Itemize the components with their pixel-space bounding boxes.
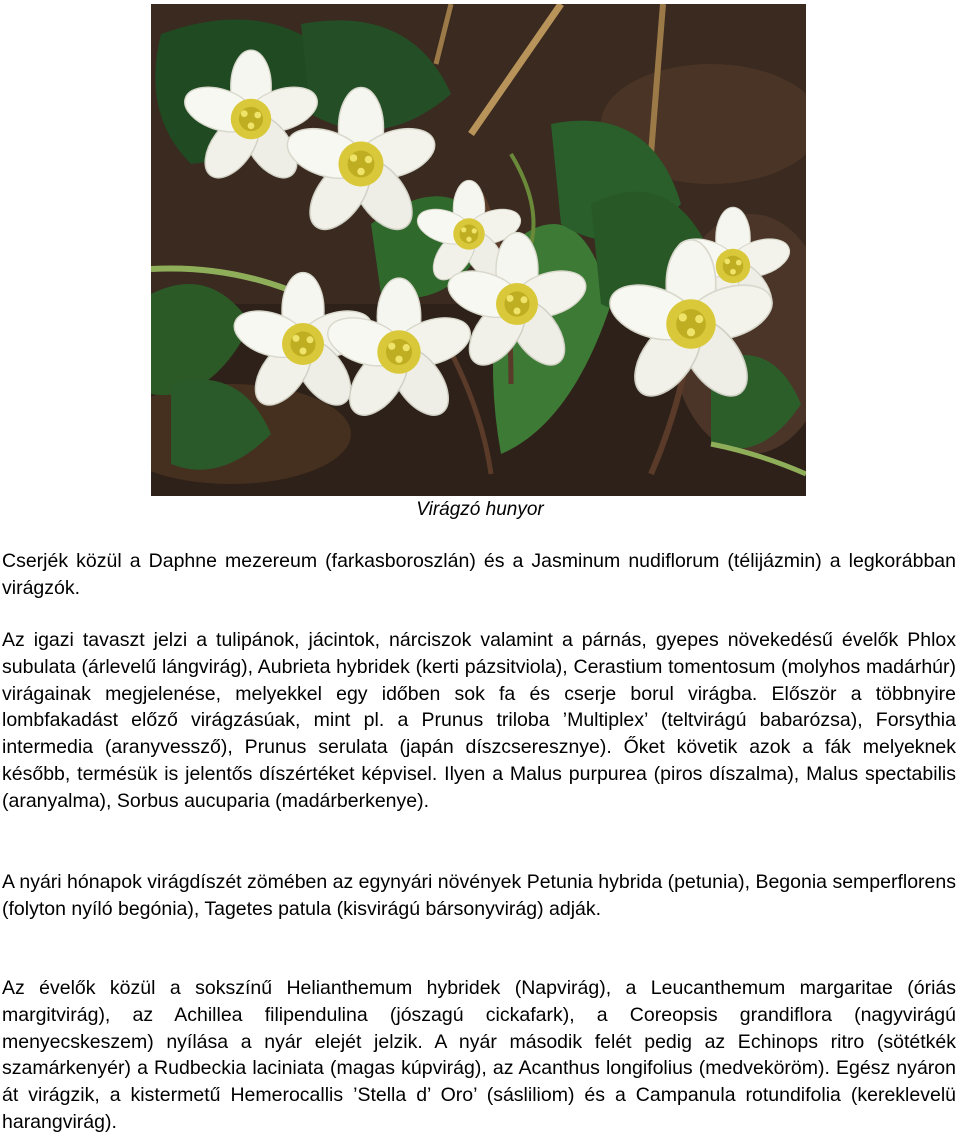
paragraph-summer-annuals: A nyári hónapok virágdíszét zömében az egynyári növények Petunia hybrida (petunia), Begonia semperflorens (folyton nyíló begónia), Tagetes patula (kisvirágú bársonyvirág) adják.	[2, 871, 956, 920]
photo-caption: Virágzó hunyor	[416, 499, 544, 520]
paragraph-perennials: Az évelők közül a sokszínű Helianthemum hybridek (Napvirág), a Leucanthemum margaritae (óriás margitvirág), az Achillea filipendulina (jószagú cickafark), a Coreopsis grandiflora (nagyvirágú menyecskeszem) nyílása a nyár elejét jelzik. A nyár második felét pedig az Echinops ritro (sötétkék szamárkenyér) a Rudbeckia laciniata (magas kúpvirág), az Acanthus longifolius (medveköröm). Egész nyáron át virágzik, a kistermetű Hemerocallis ’Stella d’ Oro’ (sásliliom) és a Campanula rotundifolia (kereklevelü harangvirág).	[2, 977, 956, 1133]
hellebore-photo	[151, 4, 806, 496]
paragraph-spring: Az igazi tavaszt jelzi a tulipánok, jácintok, nárciszok valamint a párnás, gyepes növekedésű évelők Phlox subulata (árlevelű lángvirág), Aubrieta hybridek (kerti pázsitviola), Cerastium tomentosum (molyhos madárhúr) virágainak megjelenése, melyekkel egy időben sok fa és cserje borul virágba. Először a többnyire lombfakadást előző virágzásúak, mint pl. a Prunus triloba ’Multiplex’ (teltvirágú babarózsa), Forsythia intermedia (aranyvessző), Prunus serulata (japán díszcseresznye). Őket követik azok a fák melyeknek később, termésük is jelentős díszértéket képvisel. Ilyen a Malus purpurea (piros díszalma), Malus spectabilis (aranyalma), Sorbus aucuparia (madárberkenye).	[2, 629, 956, 812]
paragraph-shrubs: Cserjék közül a Daphne mezereum (farkasboroszlán) és a Jasminum nudiflorum (télijázmin) a legkorábban virágzók.	[2, 550, 956, 599]
